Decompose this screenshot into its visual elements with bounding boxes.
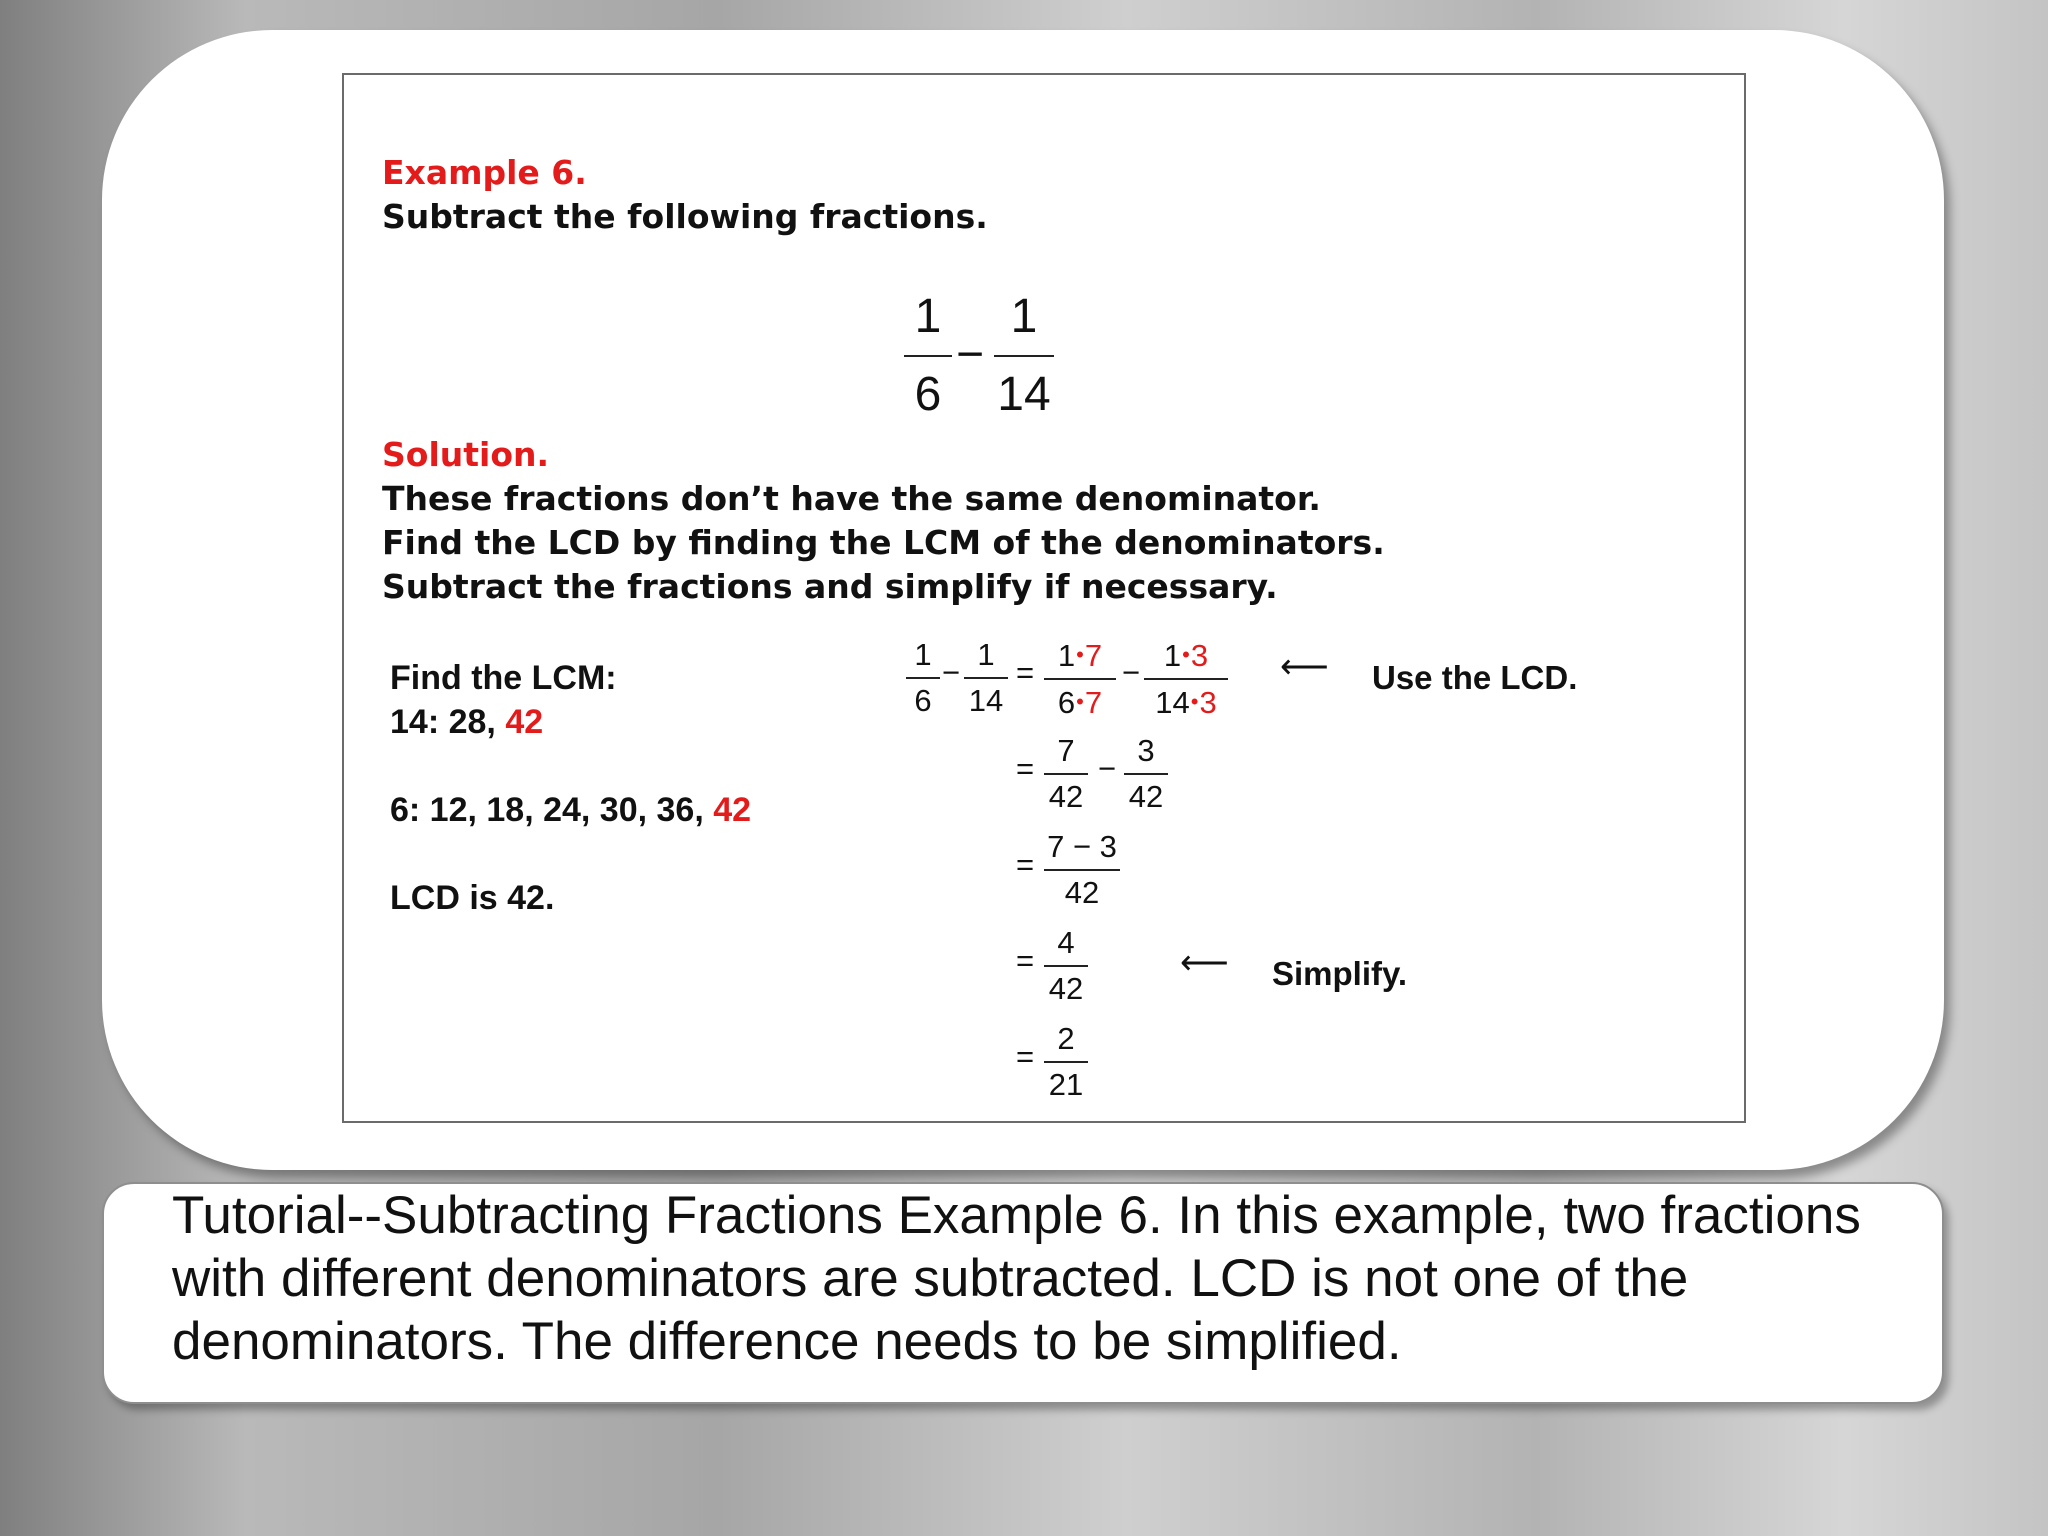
- solution-line-1: These fractions don’t have the same denominator.: [382, 479, 1321, 518]
- step5-equals: =: [1016, 1039, 1035, 1074]
- step1-fraction-b: [964, 637, 1008, 719]
- step2-minus: −: [1098, 751, 1117, 786]
- denominator: [1044, 684, 1116, 721]
- lesson-slide: [342, 73, 1746, 1123]
- common-multiple: 42: [713, 791, 752, 829]
- denominator: 14: [997, 368, 1051, 421]
- base: 6: [1057, 685, 1076, 720]
- times-dot: •: [1076, 642, 1084, 667]
- times-dot: •: [1182, 642, 1190, 667]
- multiplier: 3: [1199, 685, 1217, 720]
- numerator: 7 − 3: [1047, 829, 1117, 864]
- numerator: [1044, 637, 1116, 674]
- multiples-list: 14: 28,: [390, 703, 506, 741]
- multiplier: 7: [1084, 638, 1103, 673]
- multiples-list: 6: 12, 18, 24, 30, 36,: [390, 791, 714, 829]
- denominator: 42: [1048, 779, 1084, 814]
- numerator: [1144, 637, 1228, 674]
- example-instruction: Subtract the following fractions.: [382, 197, 988, 236]
- step4-fraction: [1044, 925, 1088, 1007]
- step3-fraction: [1044, 829, 1120, 911]
- step1-fraction-d: [1144, 637, 1228, 721]
- caption-text: Tutorial--Subtracting Fractions Example 6. In this example, two fractions with different denominators are subtracted. LCD is not one of the denominators. The difference needs to be simplified.: [172, 1186, 1861, 1371]
- numerator: 1: [977, 637, 995, 672]
- arrow-left-icon: ⟵: [1280, 648, 1329, 686]
- step3-equals: =: [1016, 847, 1035, 882]
- example-title: Example 6.: [382, 153, 587, 192]
- denominator: 6: [914, 368, 942, 421]
- fraction-bar: [1044, 1061, 1088, 1063]
- note-simplify: Simplify.: [1272, 955, 1408, 992]
- lcm-heading: Find the LCM:: [390, 659, 617, 697]
- fraction-bar: [1044, 965, 1088, 967]
- step1-minus-1: −: [942, 655, 961, 690]
- fraction-bar: [1044, 869, 1120, 871]
- step5-fraction: [1044, 1021, 1088, 1103]
- caption-panel: [102, 1182, 1944, 1404]
- numerator: 1: [914, 637, 932, 672]
- times-dot: •: [1190, 689, 1199, 714]
- step1-minus-2: −: [1122, 655, 1141, 690]
- problem-fraction-1: [904, 289, 952, 423]
- step2-fraction-b: [1124, 733, 1168, 815]
- problem-minus: −: [956, 328, 985, 381]
- denominator: 42: [1128, 779, 1164, 814]
- step1-fraction-c: [1044, 637, 1116, 721]
- solution-title: Solution.: [382, 435, 550, 474]
- fraction-bar: [994, 355, 1054, 357]
- multiplier: 7: [1084, 685, 1103, 720]
- lcm-multiples-6: [390, 791, 751, 830]
- numerator: 1: [914, 290, 942, 343]
- numerator: 3: [1137, 733, 1155, 768]
- fraction-bar: [964, 677, 1008, 679]
- denominator: [1144, 684, 1228, 721]
- common-multiple: 42: [505, 703, 544, 741]
- times-dot: •: [1076, 689, 1084, 714]
- denominator: 6: [914, 683, 932, 718]
- step4-equals: =: [1016, 943, 1035, 978]
- numerator: 7: [1057, 733, 1075, 768]
- denominator: 14: [968, 683, 1004, 718]
- step2-fraction-a: [1044, 733, 1088, 815]
- solution-line-2: Find the LCD by finding the LCM of the denominators.: [382, 523, 1385, 562]
- fraction-bar: [906, 677, 940, 679]
- base: 14: [1155, 685, 1190, 720]
- problem-fraction-2: [994, 289, 1054, 423]
- fraction-bar: [1144, 678, 1228, 680]
- denominator: 21: [1048, 1067, 1084, 1102]
- step1-fraction-a: [906, 637, 940, 719]
- numerator: 1: [1010, 290, 1038, 343]
- arrow-left-icon: ⟵: [1180, 944, 1229, 982]
- solution-line-3: Subtract the fractions and simplify if necessary.: [382, 567, 1278, 606]
- numerator: 4: [1057, 925, 1075, 960]
- base: 1: [1163, 638, 1182, 673]
- denominator: 42: [1048, 971, 1084, 1006]
- fraction-bar: [1044, 773, 1088, 775]
- base: 1: [1057, 638, 1076, 673]
- lcm-multiples-14: [390, 703, 543, 742]
- fraction-bar: [1124, 773, 1168, 775]
- step2-equals: =: [1016, 751, 1035, 786]
- lcd-result: LCD is 42.: [390, 879, 555, 917]
- fraction-bar: [904, 355, 952, 357]
- fraction-bar: [1044, 678, 1116, 680]
- note-use-lcd: Use the LCD.: [1372, 659, 1578, 696]
- multiplier: 3: [1190, 638, 1209, 673]
- numerator: 2: [1057, 1021, 1075, 1056]
- denominator: 42: [1064, 875, 1100, 910]
- step1-equals: =: [1016, 655, 1035, 690]
